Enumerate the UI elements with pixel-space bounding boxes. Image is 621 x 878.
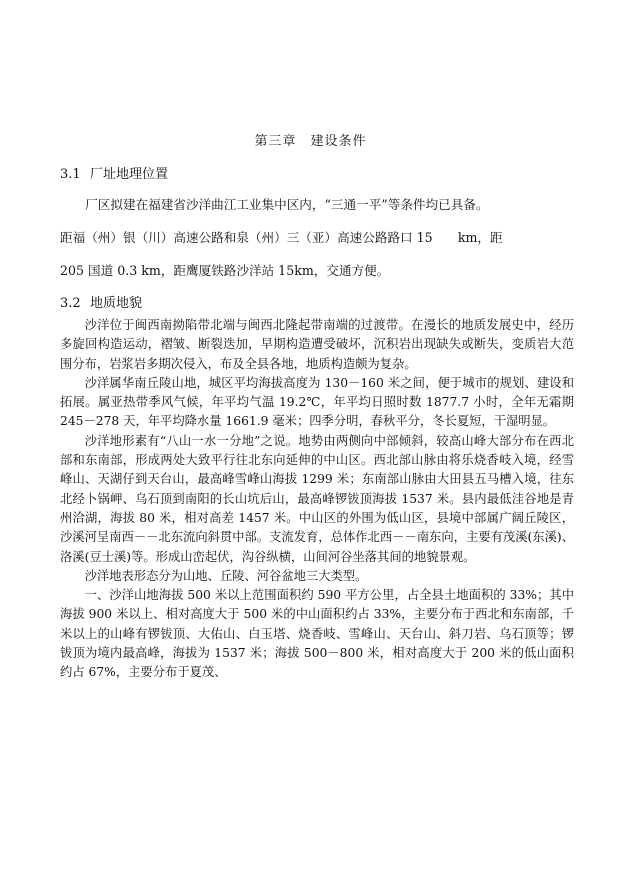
paragraph-terrain: 沙洋地形素有“八山一水一分地”之说。地势由两侧向中部倾斜，较高山峰大部分布在西北部和东南部，形成两处大致平行往北东向延伸的中山区。西北部山脉由将乐烧香岐入境，经雪峰山、天湖仔到天台山，最高峰雪峰山海拔 1299 米；东南部山脉由大田县五马槽入境，往东北经卜锅岬、乌石顶到南阳的长山坑后山，最高峰锣钹顶海拔 1537 米。县内最低洼谷地是青州洽湖，海拔 80 米，相对高差 1457 米。中山区的外围为低山区，县境中部属广阔丘陵区，沙溪河呈南西－－北东流向斜贯中部。支流发育，总体作北西－－南东向，主要有茂溪(东溪)、洛溪(豆士溪)等。形成山峦起伏，沟谷纵横，山间河谷坐落其间的地貌景观。 <box>60 433 574 564</box>
section-number: 3.2 <box>60 296 81 311</box>
section-heading-3-1 <box>60 163 168 182</box>
location-line-1: 厂区拟建在福建省沙洋曲江工业集中区内，“三通一平”等条件均已具备。 <box>85 197 489 212</box>
location-line-3: 205 国道 0.3 km，距鹰厦铁路沙洋站 15km，交通方便。 <box>60 263 390 278</box>
chapter-title: 第三章 建设条件 <box>254 134 367 149</box>
geology-body <box>60 316 574 683</box>
paragraph-geology: 沙洋位于闽西南拗陷带北端与闽西北隆起带南端的过渡带。在漫长的地质发展史中，经历多旋回构造运动，褶皱、断裂迭加，早期构造遭受破坏，沉积岩出现缺失或断失，变质岩大范围分布，岩浆岩多期次侵入，布及全县各地，地质构造颇为复杂。 <box>60 318 574 371</box>
location-line-2: 距福（州）银（川）高速公路和泉（州）三（亚）高速公路路口 15 km，距 <box>60 230 503 245</box>
section-title: 厂址地理位置 <box>90 167 169 182</box>
section-number: 3.1 <box>60 167 81 182</box>
paragraph-landform-types: 沙洋地表形态分为山地、丘陵、河谷盆地三大类型。 <box>84 568 368 583</box>
paragraph-climate: 沙洋属华南丘陵山地，城区平均海拔高度为 130－160 米之间，便于城市的规划、建设和拓展。属亚热带季风气候，年平均气温 19.2℃，年平均日照时数 1877.7 小时，全年无霜期 245－278 天，年平均降水量 1661.9 毫米；四季分明，春秋平分，冬长夏短，干湿明显。 <box>60 375 574 429</box>
section-title: 地质地貌 <box>90 296 143 311</box>
section-heading-3-2 <box>60 292 142 311</box>
paragraph-mountains: 一、沙洋山地海拔 500 米以上范围面积约 590 平方公里，占全县土地面积的 33%；其中海拔 900 米以上、相对高度大于 500 米的中山面积约占 33%，主要分布于西北和东南部，千米以上的山峰有锣钹顶、大佑山、白玉塔、烧香岐、雪峰山、天台山、斜刀岩、乌石顶等；锣钹顶为境内最高峰，海拔为 1537 米；海拔 500－800 米，相对高度大于 200 米的低山面积约占 67%，主要分布于夏茂、 <box>60 588 574 680</box>
